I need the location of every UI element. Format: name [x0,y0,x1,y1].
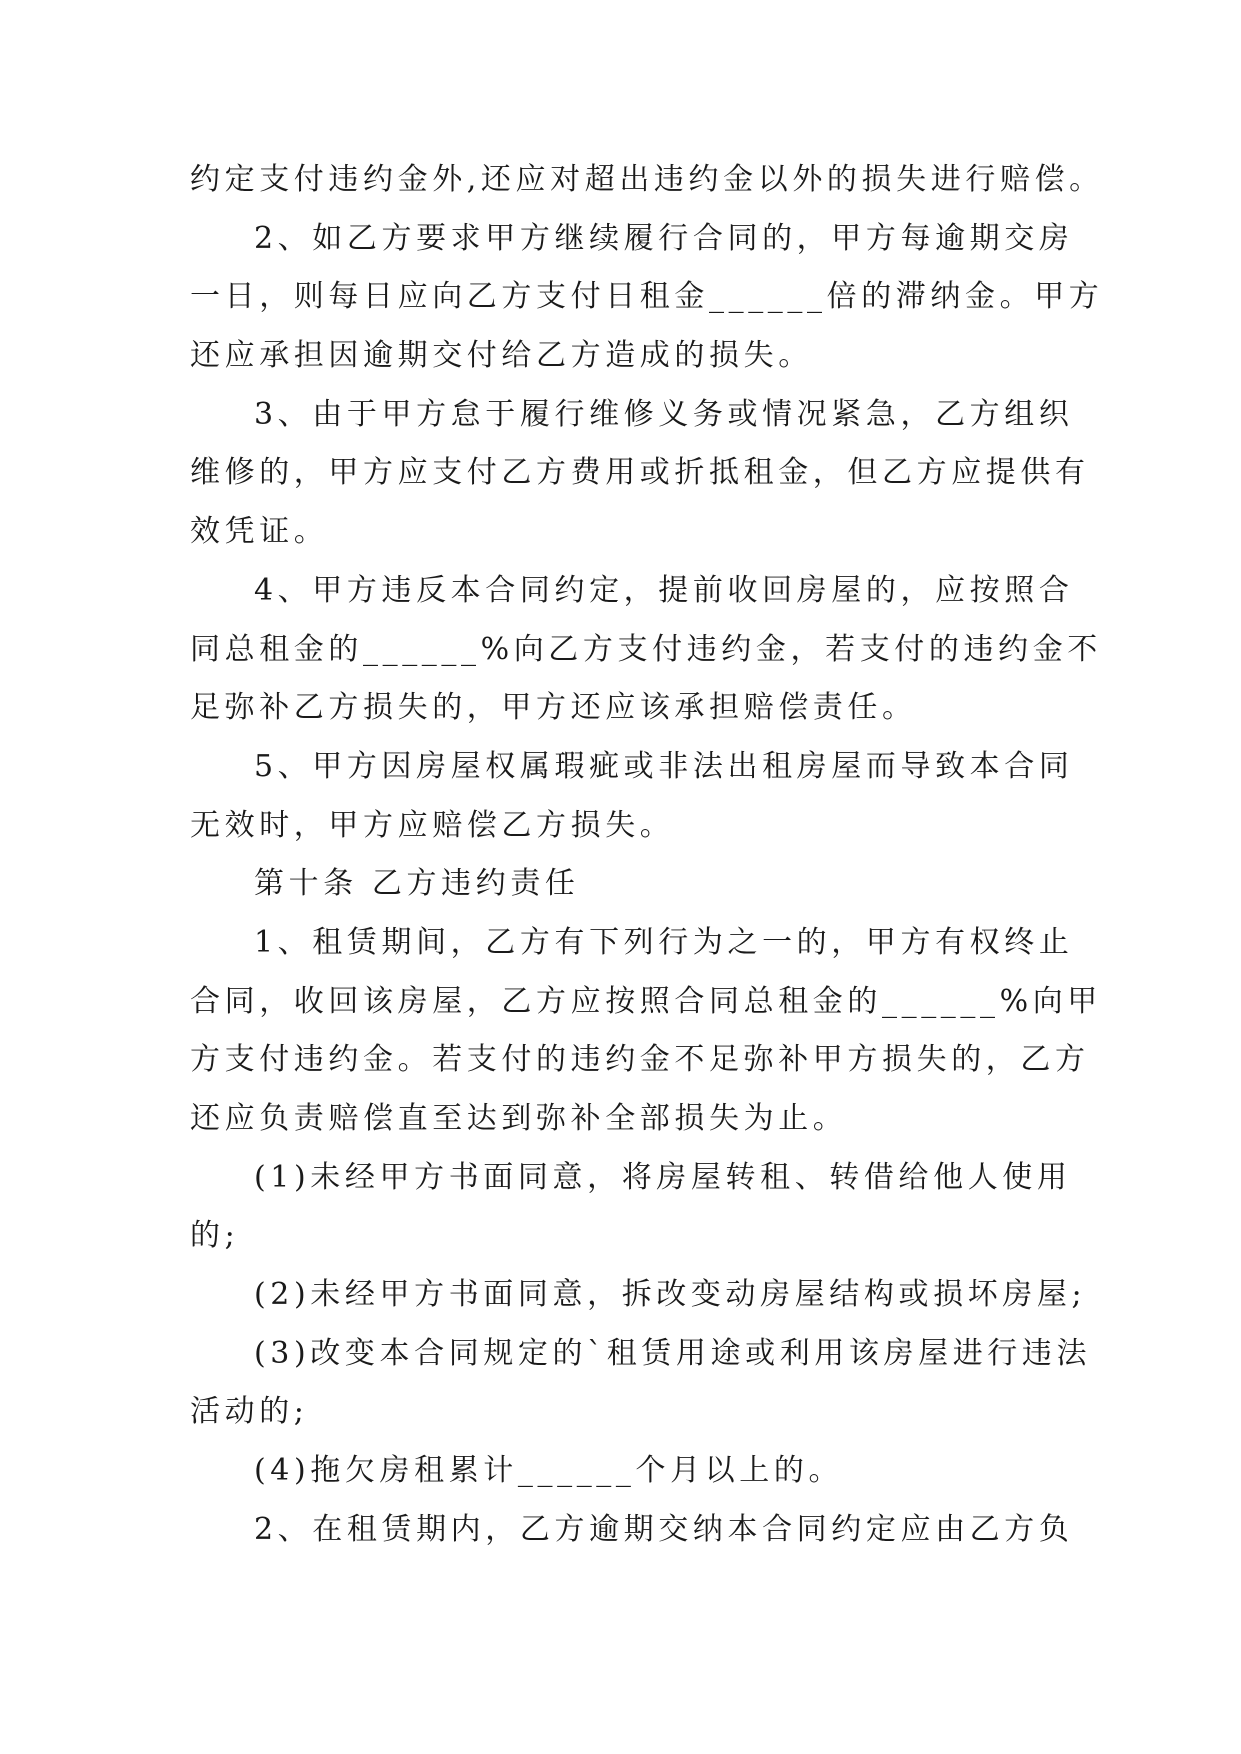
text-line: 一日，则每日应向乙方支付日租金______倍的滞纳金。甲方 [190,279,1104,315]
text-line: 活动的; [190,1394,309,1430]
text-line: 还应承担因逾期交付给乙方造成的损失。 [190,338,813,374]
section-heading: 第十条 乙方违约责任 [254,866,580,902]
text-line: (1)未经甲方书面同意，将房屋转租、转借给他人使用 [254,1159,1072,1195]
text-line: 1、租赁期间，乙方有下列行为之一的，甲方有权终止 [254,924,1074,960]
text-line: 3、由于甲方怠于履行维修义务或情况紧急，乙方组织 [254,396,1074,432]
text-line: 方支付违约金。若支付的违约金不足弥补甲方损失的，乙方 [190,1042,1090,1078]
text-line: 4、甲方违反本合同约定，提前收回房屋的，应按照合 [254,572,1074,608]
text-line: (3)改变本合同规定的`租赁用途或利用该房屋进行违法 [254,1335,1092,1371]
text-line: 合同，收回该房屋，乙方应按照合同总租金的______%向甲 [190,983,1102,1019]
text-line: 维修的，甲方应支付乙方费用或折抵租金，但乙方应提供有 [190,455,1090,491]
text-line: 效凭证。 [190,514,329,550]
text-line: 的; [190,1218,240,1254]
text-line: 5、甲方因房屋权属瑕疵或非法出租房屋而导致本合同 [254,748,1074,784]
text-line: 2、在租赁期内，乙方逾期交纳本合同约定应由乙方负 [254,1511,1074,1547]
text-line: 约定支付违约金外,还应对超出违约金以外的损失进行赔偿。 [190,162,1104,197]
text-line: (4)拖欠房租累计______个月以上的。 [254,1453,844,1489]
text-line: 足弥补乙方损失的，甲方还应该承担赔偿责任。 [190,690,917,726]
text-line: 2、如乙方要求甲方继续履行合同的，甲方每逾期交房 [254,220,1074,256]
text-line: 同总租金的______%向乙方支付违约金，若支付的违约金不 [190,631,1102,667]
contract-text [190,160,1104,1569]
text-line: 还应负责赔偿直至达到弥补全部损失为止。 [190,1101,848,1136]
text-line: (2)未经甲方书面同意，拆改变动房屋结构或损坏房屋; [254,1277,1087,1313]
text-line: 无效时，甲方应赔偿乙方损失。 [190,807,675,843]
